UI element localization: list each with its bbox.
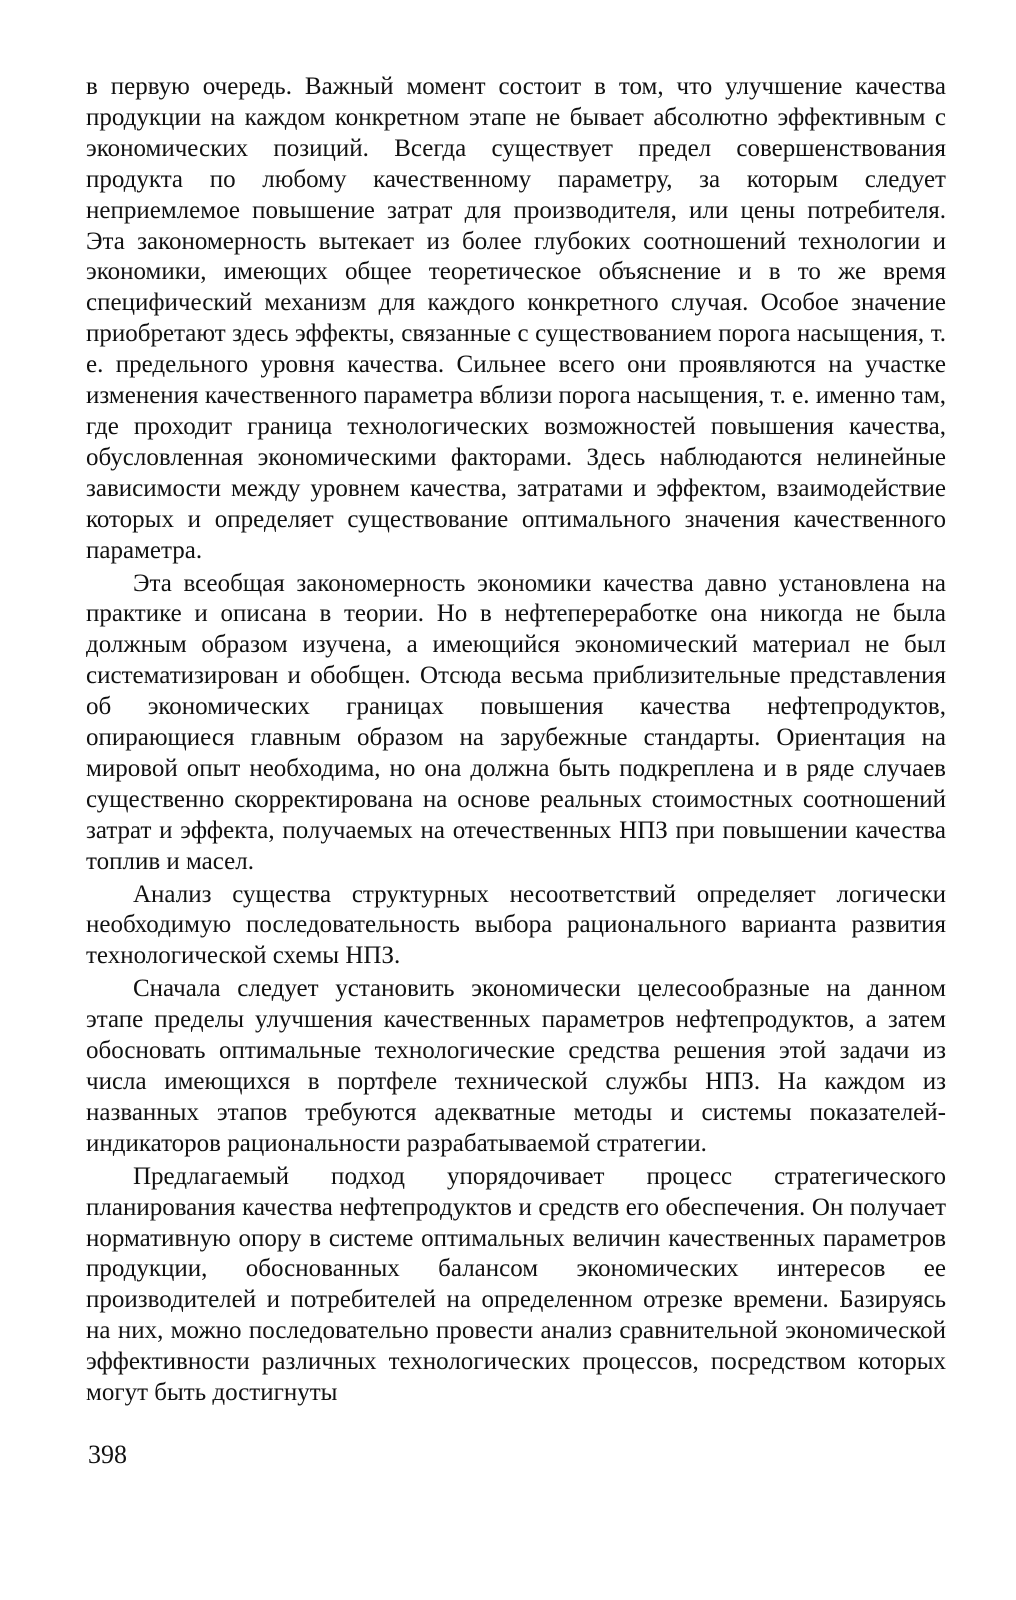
- page-body: [86, 72, 946, 1409]
- paragraph-quality-economics: Эта всеобщая закономерность экономики качества давно установлена на практике и описана в теории. Но в нефтепереработке она никогда не была должным образом изучена, а имеющийся экономический материал не был систематизирован и обобщен. Отсюда весьма приблизительные представления об экономических границах повышения качества нефтепродуктов, опирающиеся главным образом на зарубежные стандарты. Ориентация на мировой опыт необходима, но она должна быть подкреплена и в ряде случаев существенно скорректирована на основе реальных стоимостных соотношений затрат и эффекта, получаемых на отечественных НПЗ при повышении качества топлив и масел.: [86, 569, 946, 875]
- paragraph-limits-setting: Сначала следует установить экономически целесообразные на данном этапе пределы улучшения качественных параметров нефтепродуктов, а затем обосновать оптимальные технологические средства решения этой задачи из числа имеющихся в портфеле технической службы НПЗ. На каждом из названных этапов требуются адекватные методы и системы показателей-индикаторов рациональности разрабатываемой стратегии.: [86, 975, 946, 1157]
- paragraph-structural-analysis: Анализ существа структурных несоответствий определяет логически необходимую последовательность выбора рационального варианта развития технологической схемы НПЗ.: [86, 880, 946, 970]
- paragraph-continuation: в первую очередь. Важный момент состоит в том, что улучшение качества продукции на каждом конкретном этапе не бывает абсолютно эффективным с экономических позиций. Всегда существует предел совершенствования продукта по любому качественному параметру, за которым следует неприемлемое повышение затрат для производителя, или цены потребителя. Эта закономерность вытекает из более глубоких соотношений технологии и экономики, имеющих общее теоретическое объяснение и в то же время специфический механизм для каждого конкретного случая. Особое значение приобретают здесь эффекты, связанные с существованием порога насыщения, т. е. предельного уровня качества. Сильнее всего они проявляются на участке изменения качественного параметра вблизи порога насыщения, т. е. именно там, где проходит граница технологических возможностей повышения качества, обусловленная экономическими факторами. Здесь наблюдаются нелинейные зависимости между уровнем качества, затратами и эффектом, взаимодействие которых и определяет существование оптимального значения качественного параметра.: [86, 73, 946, 564]
- paragraph-proposed-approach: Предлагаемый подход упорядочивает процесс стратегического планирования качества нефтепродуктов и средств его обеспечения. Он получает нормативную опору в системе оптимальных величин качественных параметров продукции, обоснованных балансом экономических интересов ее производителей и потребителей на определенном отрезке времени. Базируясь на них, можно последовательно провести анализ сравнительной экономической эффективности различных технологических процессов, посредством которых могут быть достигнуты: [86, 1162, 946, 1407]
- page-number: 398: [88, 1440, 127, 1469]
